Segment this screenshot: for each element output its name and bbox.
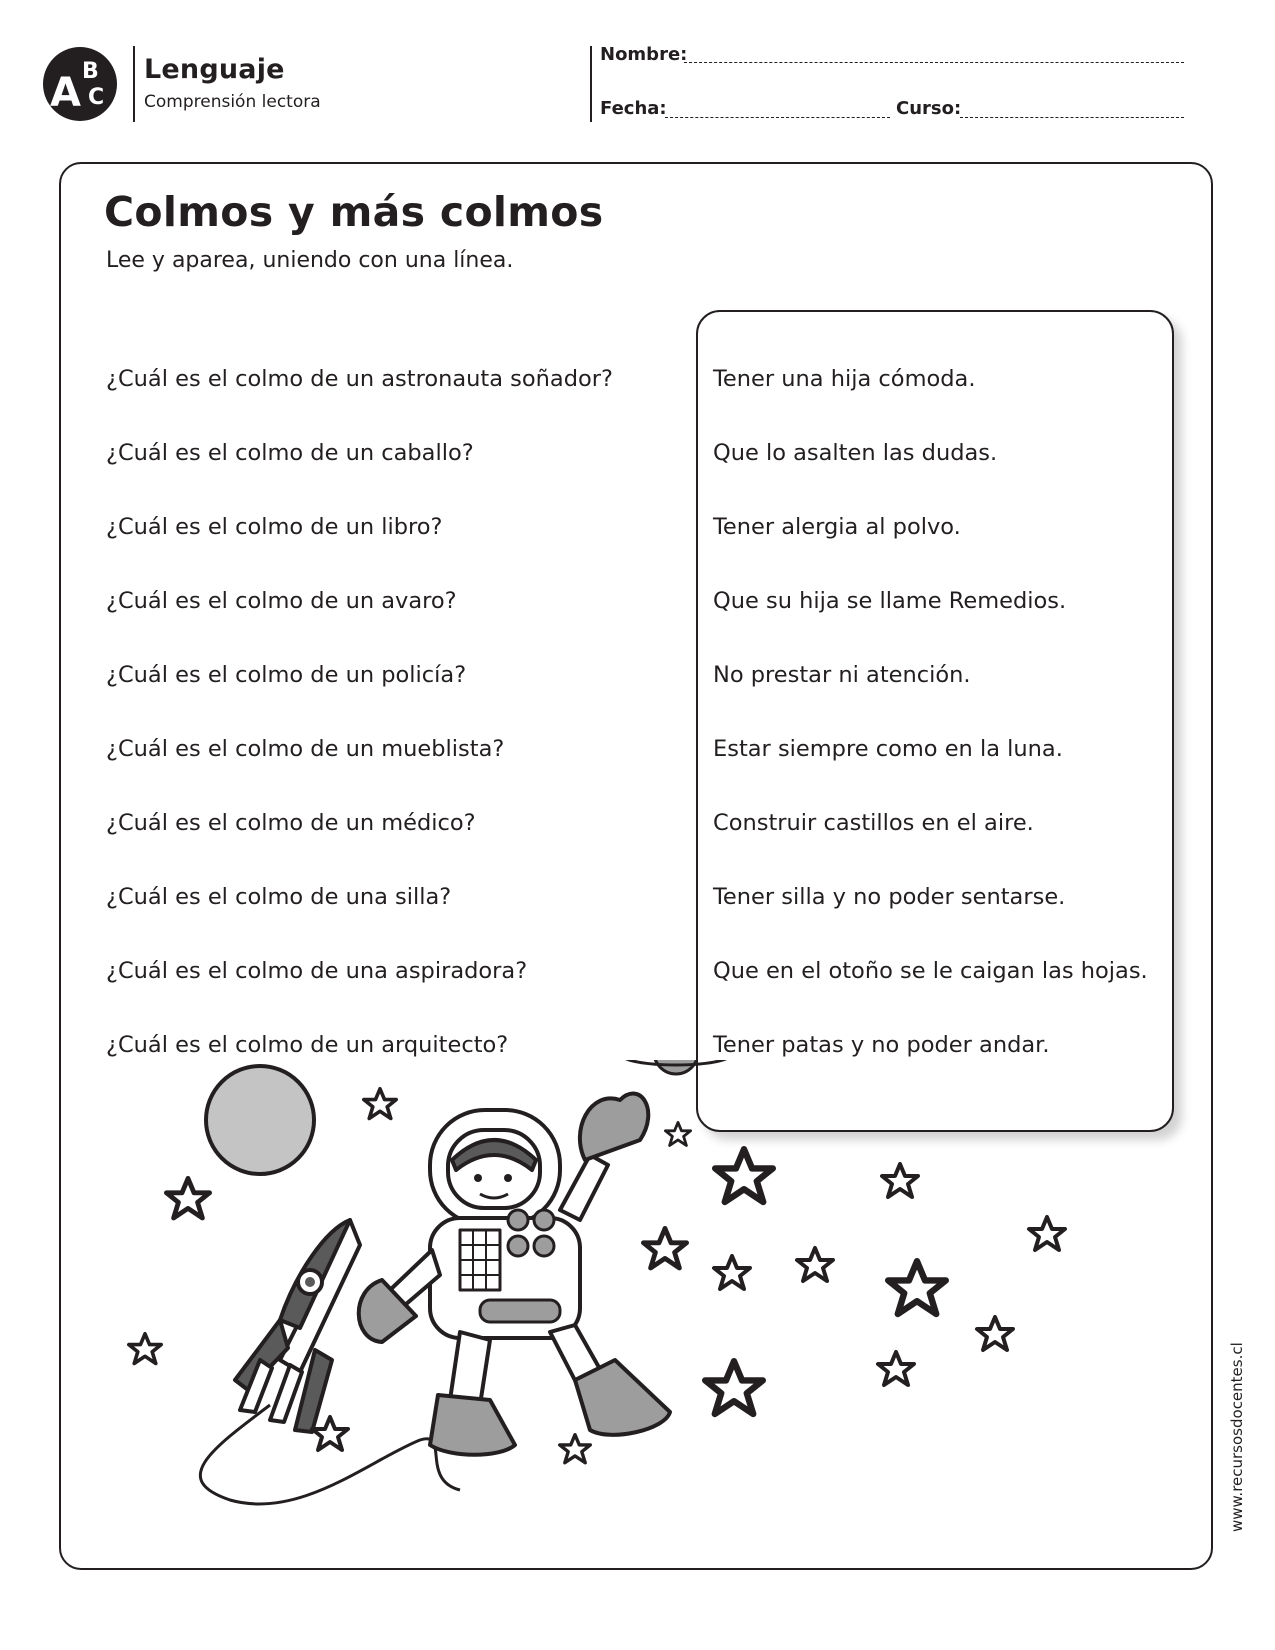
header-divider <box>590 46 592 122</box>
question-item: ¿Cuál es el colmo de un caballo? <box>106 440 474 466</box>
answer-item: Tener alergia al polvo. <box>713 514 961 540</box>
date-field[interactable] <box>665 117 890 118</box>
logo-divider <box>133 46 135 122</box>
answer-item: No prestar ni atención. <box>713 662 971 688</box>
subject-title: Lenguaje <box>144 54 285 85</box>
question-item: ¿Cuál es el colmo de un policía? <box>106 662 467 688</box>
question-item: ¿Cuál es el colmo de un libro? <box>106 514 443 540</box>
subject-subtitle: Comprensión lectora <box>144 92 321 112</box>
question-item: ¿Cuál es el colmo de un astronauta soñador? <box>106 366 613 392</box>
astronaut-icon <box>359 1094 670 1455</box>
course-field[interactable] <box>960 117 1184 118</box>
answer-item: Que en el otoño se le caigan las hojas. <box>713 958 1148 984</box>
question-item: ¿Cuál es el colmo de una aspiradora? <box>106 958 528 984</box>
planet-icon <box>622 1060 730 1074</box>
question-item: ¿Cuál es el colmo de una silla? <box>106 884 452 910</box>
rocket-icon <box>235 1220 360 1432</box>
answer-item: Tener una hija cómoda. <box>713 366 976 392</box>
answers-box <box>696 310 1174 1132</box>
answer-item: Estar siempre como en la luna. <box>713 736 1063 762</box>
answer-item: Tener patas y no poder andar. <box>713 1032 1050 1058</box>
question-item: ¿Cuál es el colmo de un mueblista? <box>106 736 505 762</box>
worksheet-title: Colmos y más colmos <box>104 188 604 236</box>
logo-letter-c: C <box>88 85 105 110</box>
answer-item: Construir castillos en el aire. <box>713 810 1034 836</box>
answer-item: Tener silla y no poder sentarse. <box>713 884 1066 910</box>
question-item: ¿Cuál es el colmo de un arquitecto? <box>106 1032 509 1058</box>
name-label: Nombre: <box>600 44 688 65</box>
website-credit: www.recursosdocentes.cl <box>1228 1342 1246 1532</box>
question-item: ¿Cuál es el colmo de un avaro? <box>106 588 457 614</box>
logo-letter-a: A <box>50 70 81 116</box>
logo-letter-b: B <box>82 59 99 84</box>
course-label: Curso: <box>896 98 962 119</box>
worksheet-instruction: Lee y aparea, uniendo con una línea. <box>106 248 514 273</box>
astronaut-illustration <box>120 1060 1120 1560</box>
name-field[interactable] <box>684 62 1184 63</box>
question-item: ¿Cuál es el colmo de un médico? <box>106 810 476 836</box>
date-label: Fecha: <box>600 98 667 119</box>
answer-item: Que su hija se llame Remedios. <box>713 588 1067 614</box>
moon-icon <box>206 1066 314 1174</box>
abc-logo-icon <box>42 46 118 122</box>
answer-item: Que lo asalten las dudas. <box>713 440 998 466</box>
